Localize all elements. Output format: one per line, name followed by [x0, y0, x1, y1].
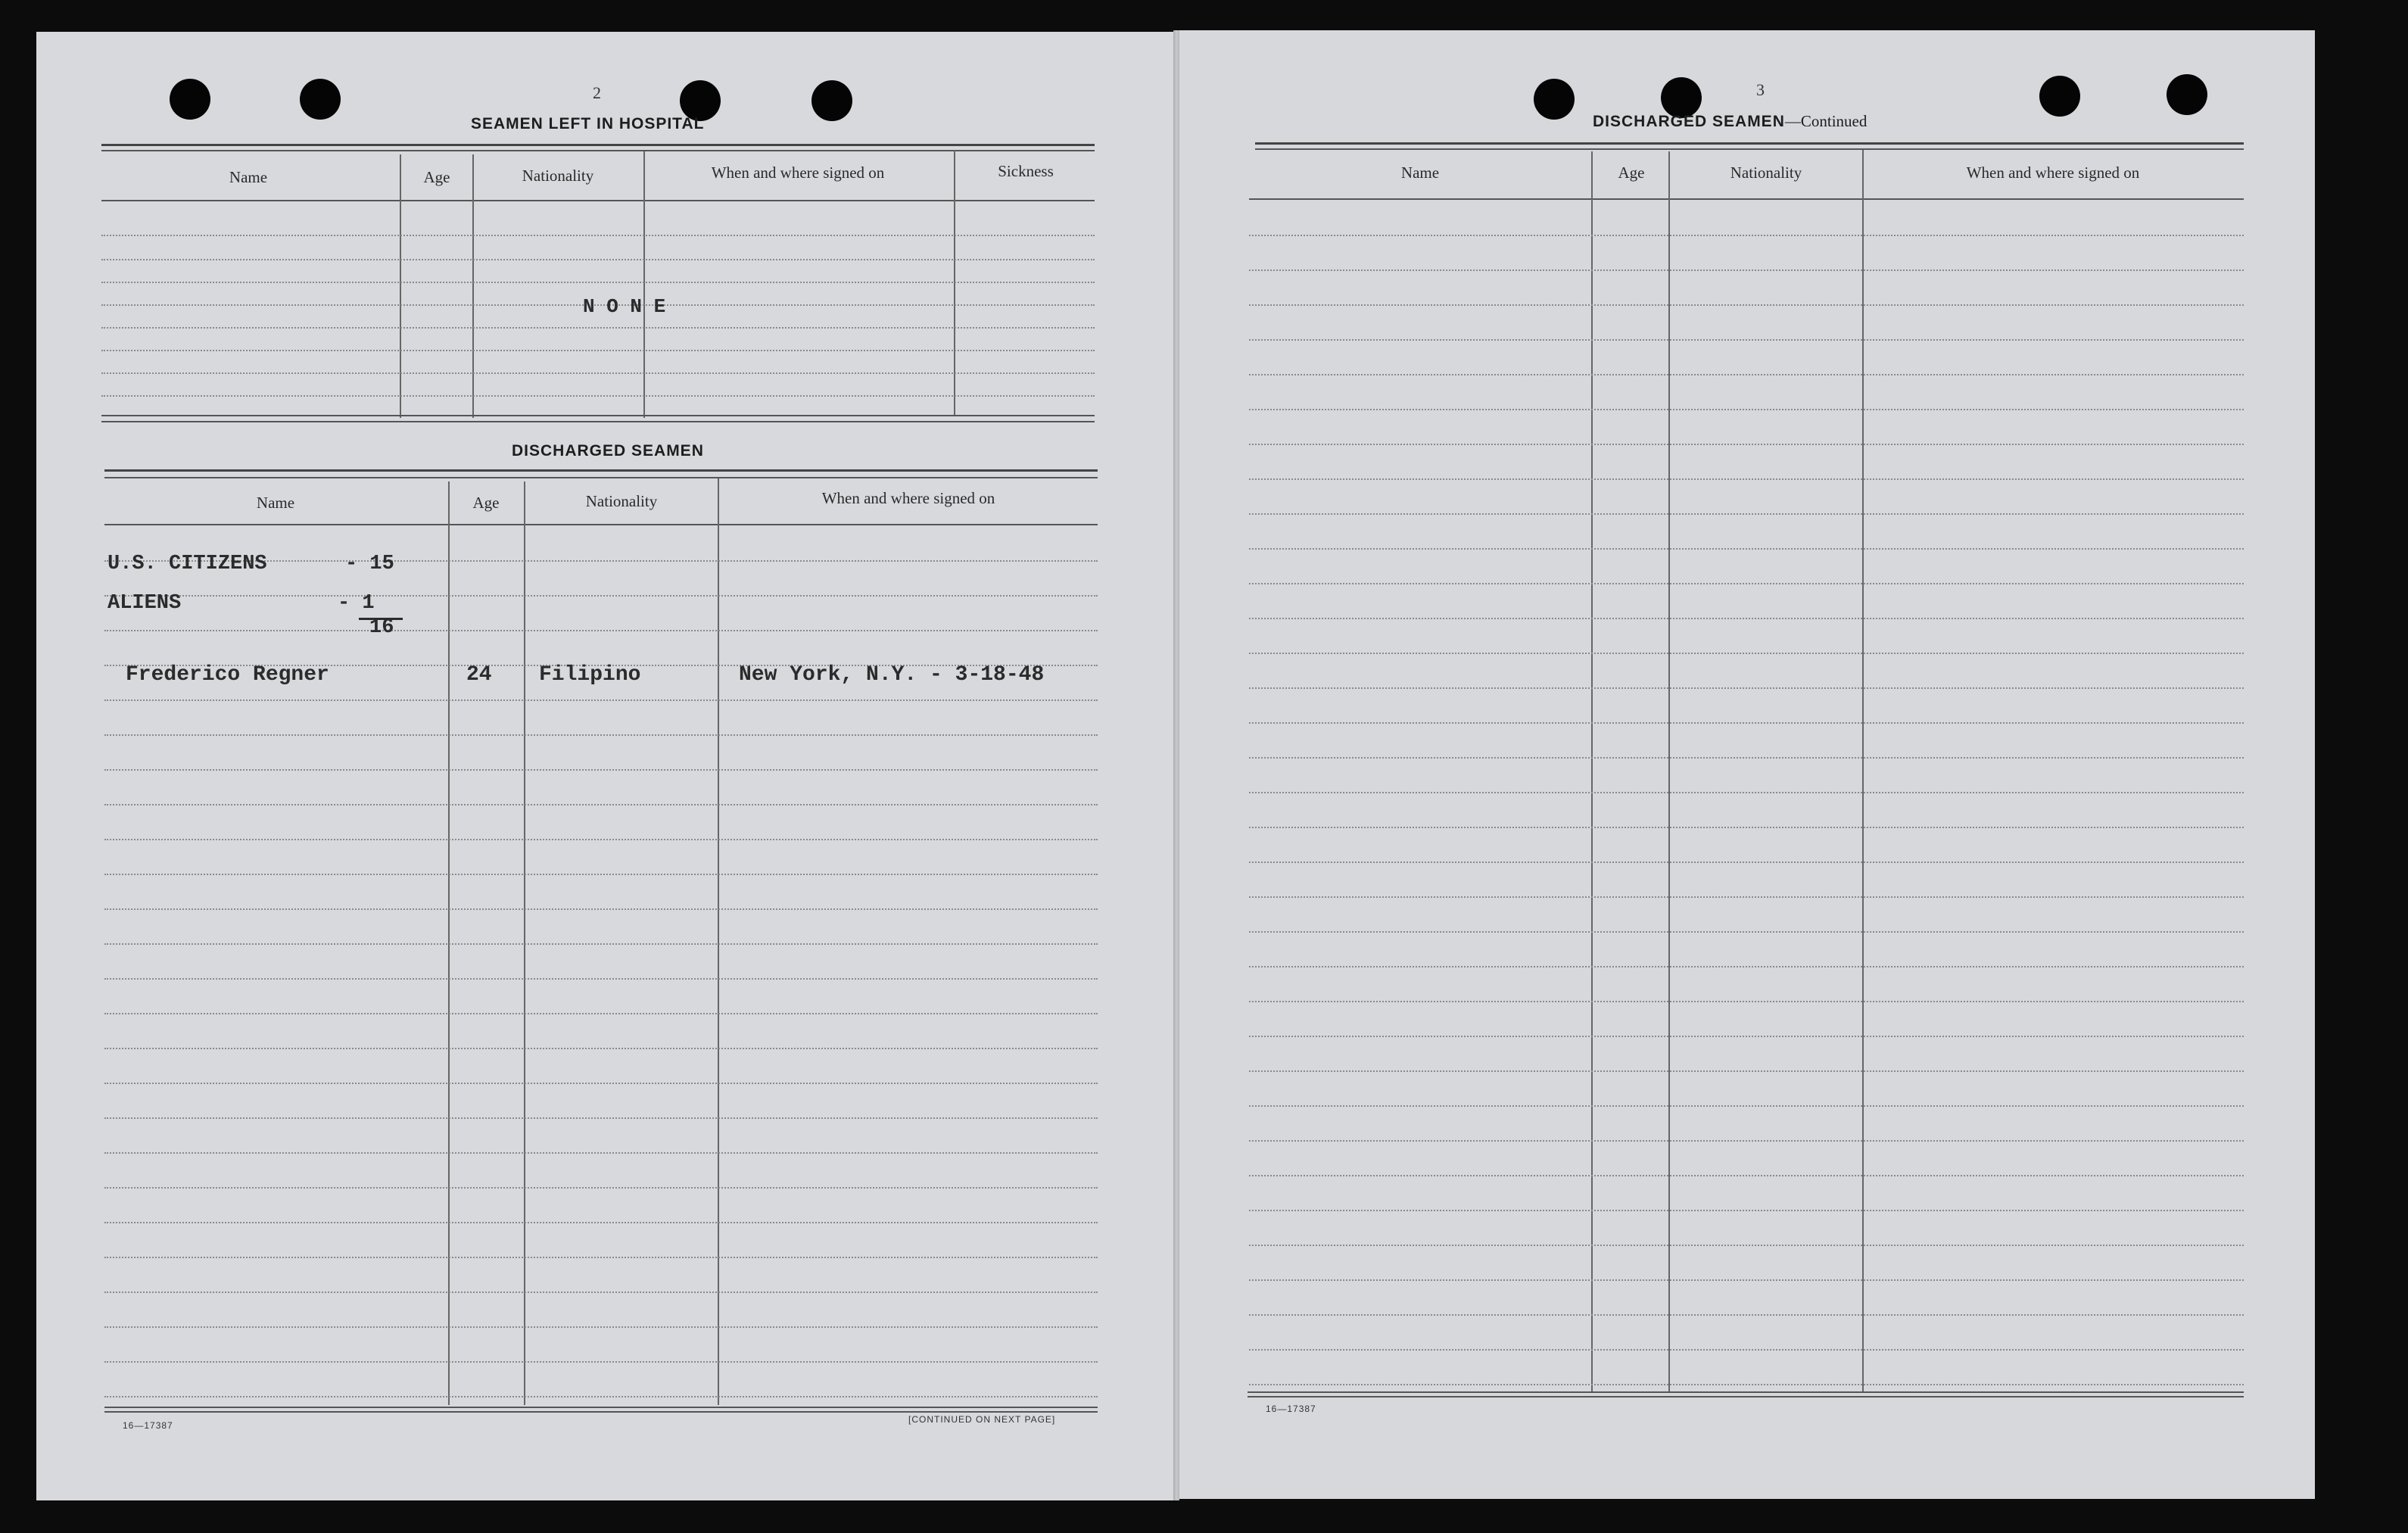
ruled-line [1249, 1349, 2244, 1351]
ruled-line [104, 978, 1098, 980]
ruled-line [104, 1257, 1098, 1258]
column-header-age: Age [472, 494, 500, 512]
column-divider [472, 154, 474, 418]
column-header-age: Age [1618, 164, 1645, 182]
column-divider [1668, 151, 1670, 1393]
ruled-line [1249, 792, 2244, 793]
column-header-signed-on: When and where signed on [711, 164, 885, 182]
page-fold [1173, 30, 1179, 1500]
form-number: 16—17387 [1266, 1404, 1316, 1414]
table-rule [101, 150, 1095, 151]
punch-hole [2167, 74, 2207, 115]
column-header-age: Age [423, 168, 450, 186]
ruled-line [1249, 583, 2244, 584]
ruled-line [104, 1013, 1098, 1014]
summary-us-citizens-label: U.S. CITIZENS [107, 553, 267, 575]
ruled-line [104, 1292, 1098, 1293]
ruled-line [104, 595, 1098, 597]
column-header-name: Name [256, 494, 295, 512]
ruled-line [1249, 896, 2244, 898]
ruled-line [1249, 618, 2244, 619]
form-number: 16—17387 [123, 1420, 173, 1431]
column-header-signed-on: When and where signed on [821, 489, 995, 507]
ruled-line [1249, 1036, 2244, 1037]
table-rule [101, 415, 1095, 416]
column-header-nationality: Nationality [522, 167, 594, 185]
ruled-line [104, 700, 1098, 701]
punch-hole [300, 79, 341, 120]
ruled-line [1249, 1210, 2244, 1211]
punch-hole [1534, 79, 1575, 120]
ruled-line [101, 282, 1095, 283]
ruled-line [101, 350, 1095, 351]
ruled-line [1249, 1140, 2244, 1142]
section-title-suffix: —Continued [1784, 112, 1868, 130]
column-divider [400, 154, 401, 418]
seaman-name: Frederico Regner [126, 663, 329, 687]
ruled-line [1249, 548, 2244, 550]
ruled-line [1249, 757, 2244, 759]
column-divider [643, 151, 645, 418]
summary-us-citizens-count: - 15 [345, 553, 394, 575]
ruled-line [101, 235, 1095, 236]
punch-hole [811, 80, 852, 121]
page-number: 2 [593, 83, 601, 102]
ruled-line [1249, 1105, 2244, 1107]
ruled-line [104, 1396, 1098, 1397]
table-rule [101, 421, 1095, 422]
ruled-line [104, 734, 1098, 736]
ruled-line [104, 1361, 1098, 1363]
column-header-sickness: Sickness [998, 162, 1054, 180]
page-number: 3 [1756, 80, 1765, 99]
table-rule [104, 469, 1098, 472]
ruled-line [1249, 1384, 2244, 1385]
ruled-line [104, 1048, 1098, 1049]
column-header-name: Name [229, 168, 268, 186]
ruled-line [1249, 1070, 2244, 1072]
ruled-line [104, 1326, 1098, 1328]
section-title-hospital: SEAMEN LEFT IN HOSPITAL [471, 115, 705, 132]
ruled-line [1249, 1001, 2244, 1002]
section-title-discharged: DISCHARGED SEAMEN [512, 442, 704, 460]
ruled-line [104, 769, 1098, 771]
ruled-line [1249, 270, 2244, 271]
table-rule [101, 200, 1095, 201]
right-page [1178, 30, 2315, 1499]
ruled-line [1249, 931, 2244, 933]
table-rule [101, 144, 1095, 146]
ruled-line [1249, 339, 2244, 341]
ruled-line [101, 395, 1095, 397]
column-divider [1591, 151, 1593, 1393]
ruled-line [1249, 304, 2244, 306]
section-title-discharged-continued [1593, 112, 1867, 131]
ruled-line [104, 1152, 1098, 1154]
ruled-line [1249, 1314, 2244, 1316]
column-header-signed-on: When and where signed on [1966, 164, 2140, 182]
summary-aliens-label: ALIENS [107, 592, 182, 615]
ruled-line [1249, 409, 2244, 410]
section-title-text: DISCHARGED SEAMEN [1593, 113, 1785, 130]
column-divider [1862, 150, 1864, 1391]
ruled-line [1249, 827, 2244, 828]
table-rule [104, 1407, 1098, 1408]
column-header-nationality: Nationality [585, 492, 658, 510]
ruled-line [104, 804, 1098, 805]
table-rule [1249, 198, 2244, 200]
summary-aliens-count: - 1 [338, 592, 375, 615]
table-rule [104, 1411, 1098, 1413]
seaman-nationality: Filipino [539, 663, 641, 687]
column-divider [718, 478, 719, 1405]
punch-hole [2039, 76, 2080, 117]
ruled-line [104, 943, 1098, 945]
ruled-line [101, 327, 1095, 329]
table-rule [1248, 1396, 2244, 1397]
summary-total: 16 [369, 616, 394, 639]
ruled-line [104, 1083, 1098, 1084]
column-header-nationality: Nationality [1730, 164, 1802, 182]
table-rule [1255, 148, 2244, 150]
ruled-line [1249, 235, 2244, 236]
ruled-line [104, 874, 1098, 875]
ruled-line [1249, 478, 2244, 480]
ruled-line [1249, 687, 2244, 689]
seaman-age: 24 [466, 663, 492, 687]
ruled-line [1249, 374, 2244, 375]
continued-note: [CONTINUED ON NEXT PAGE] [908, 1414, 1056, 1425]
table-rule [104, 524, 1098, 525]
ruled-line [104, 1117, 1098, 1119]
table-rule [1248, 1391, 2244, 1393]
ruled-line [1249, 862, 2244, 863]
ruled-line [104, 1187, 1098, 1189]
ruled-line [101, 259, 1095, 260]
ruled-line [101, 372, 1095, 374]
table-rule [1255, 142, 2244, 145]
column-divider [954, 150, 955, 416]
ruled-line [1249, 653, 2244, 654]
ruled-line [1249, 513, 2244, 515]
seaman-signed-on: New York, N.Y. - 3-18-48 [739, 663, 1045, 687]
ruled-line [104, 908, 1098, 910]
ruled-line [1249, 966, 2244, 967]
punch-hole [170, 79, 210, 120]
typed-entry-none: N O N E [583, 295, 666, 318]
ruled-line [104, 630, 1098, 631]
ruled-line [104, 1222, 1098, 1223]
ruled-line [104, 839, 1098, 840]
left-page [36, 32, 1175, 1500]
ruled-line [1249, 444, 2244, 445]
ruled-line [1249, 1279, 2244, 1281]
column-header-name: Name [1400, 164, 1440, 182]
ruled-line [1249, 1245, 2244, 1246]
ruled-line [1249, 1175, 2244, 1176]
ruled-line [1249, 722, 2244, 724]
table-rule [104, 477, 1098, 478]
